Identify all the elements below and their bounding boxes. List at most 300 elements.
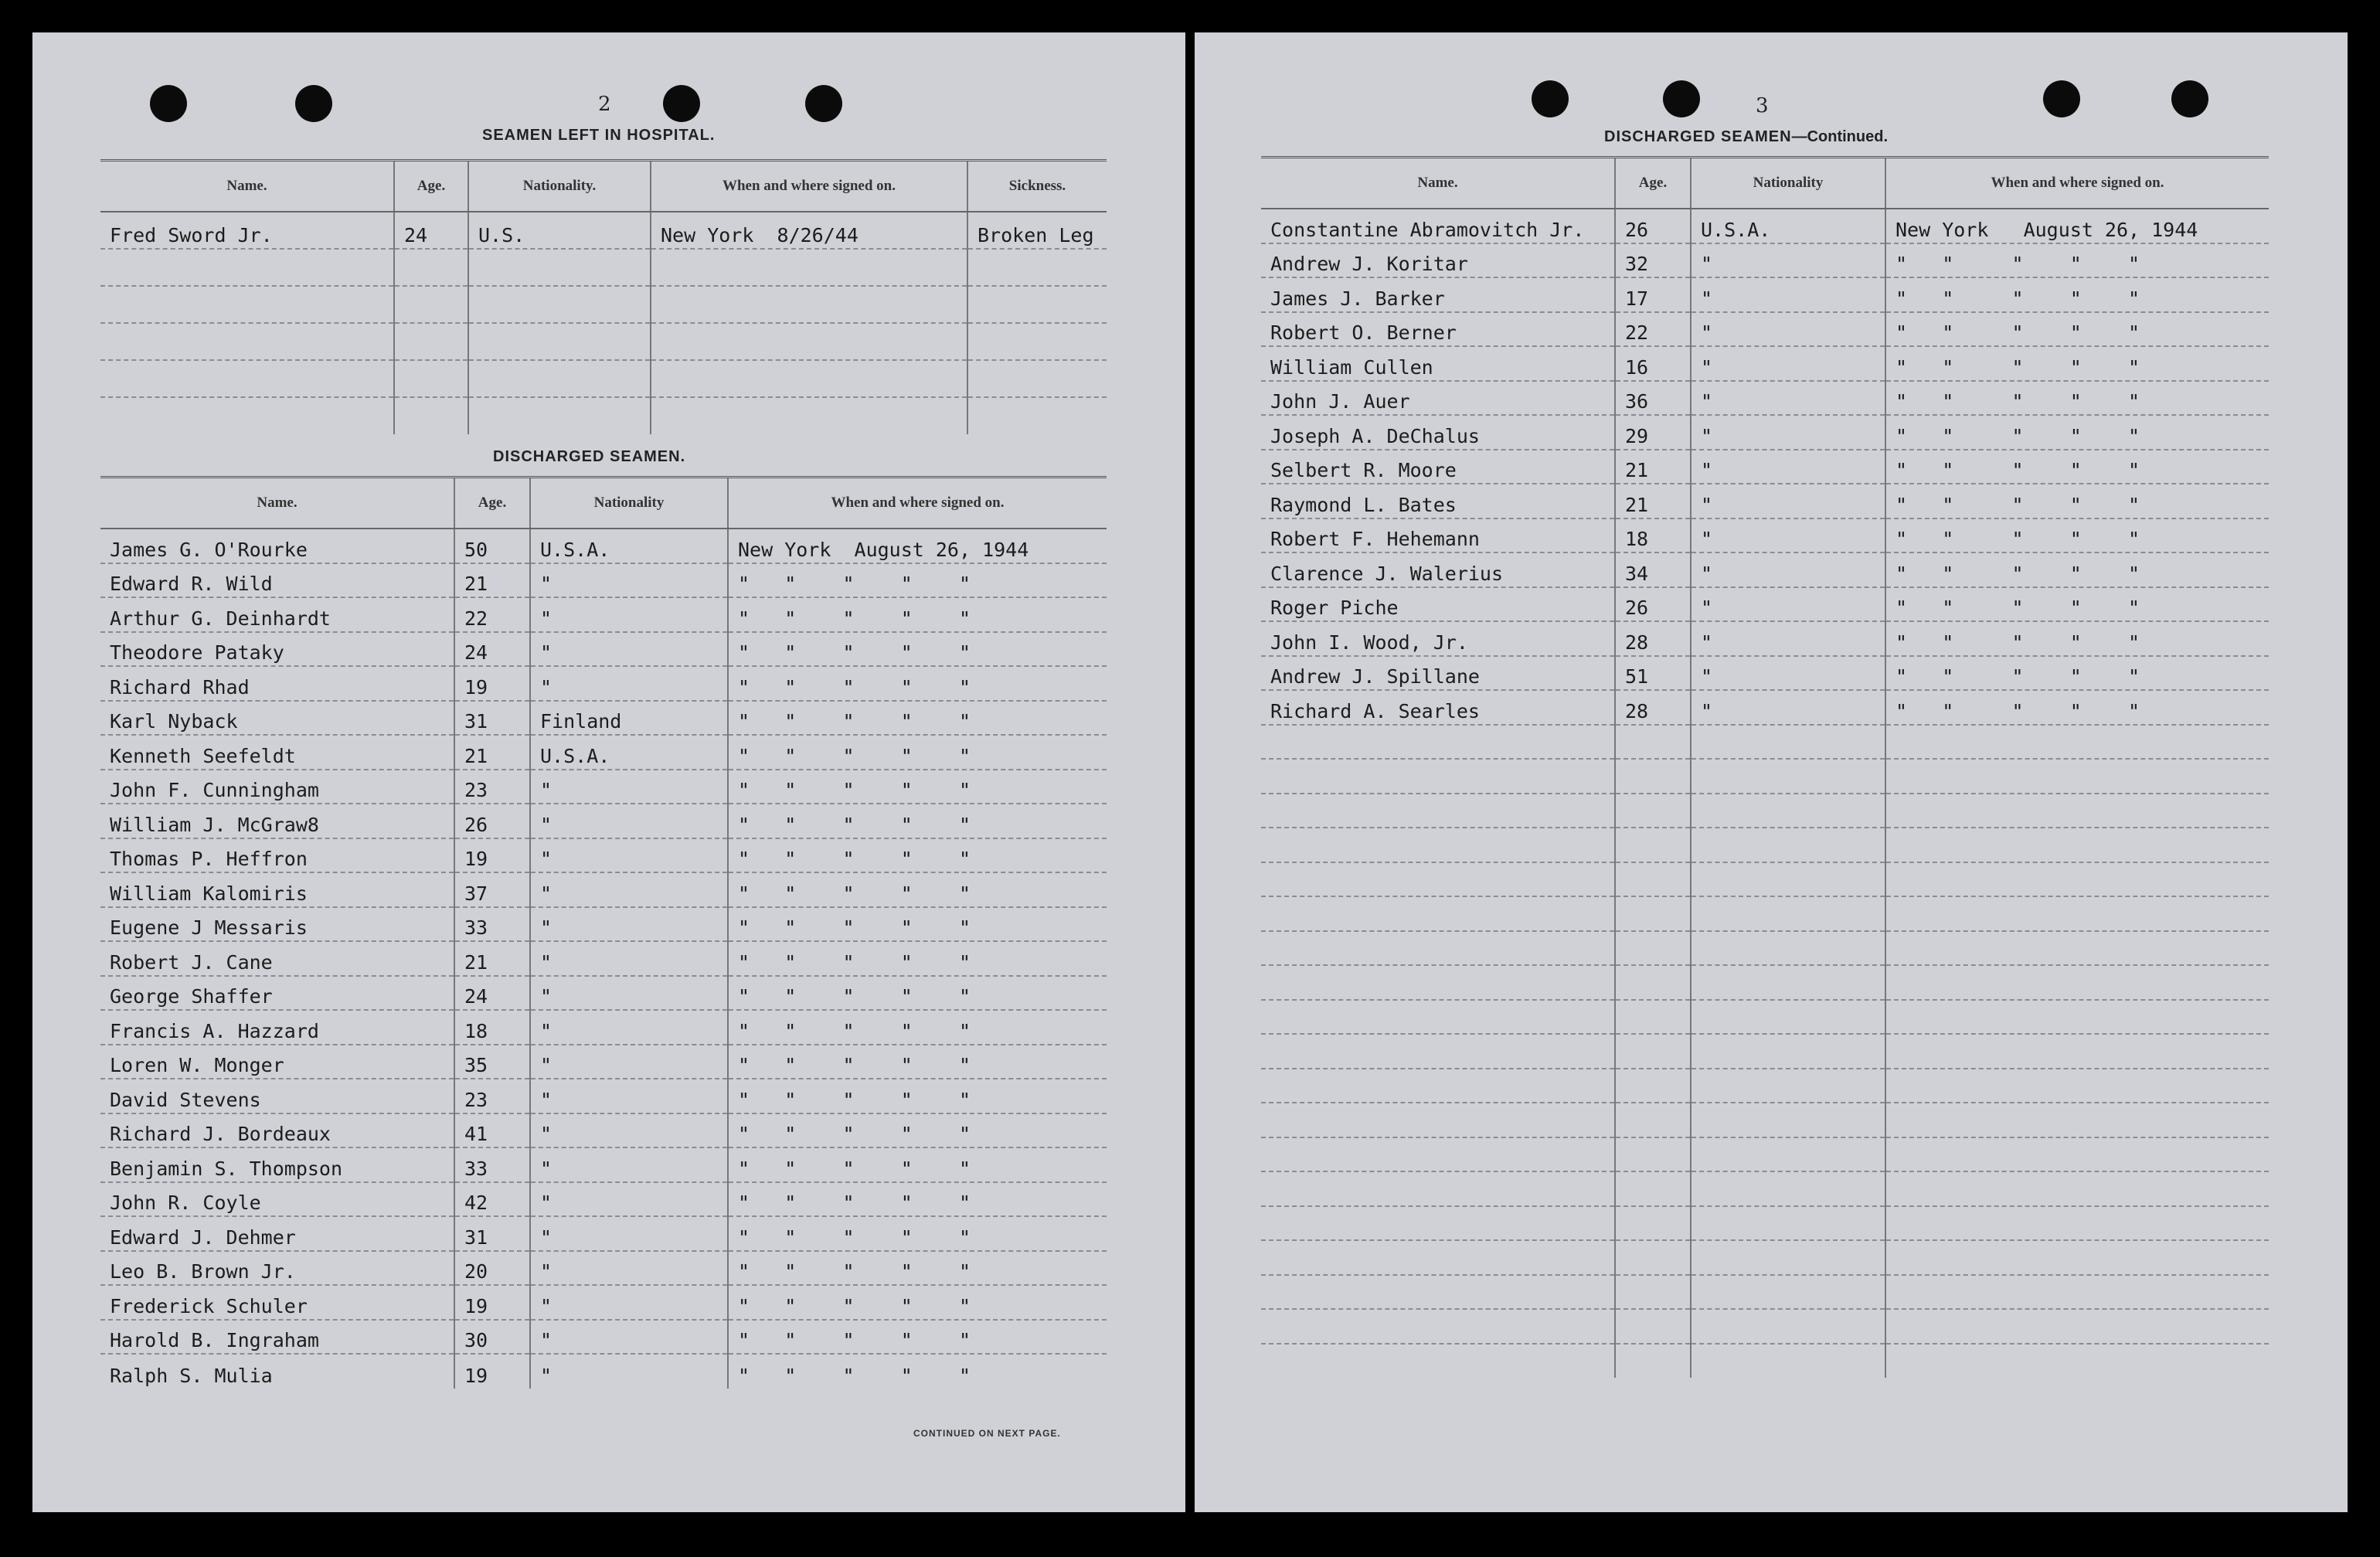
cell-nationality: ": [1691, 552, 1885, 587]
cell-nationality: ": [530, 770, 728, 804]
cell-name: Thomas P. Heffron: [100, 838, 454, 873]
blank-row: [1261, 794, 2269, 828]
cell-age: 19: [454, 838, 530, 873]
cell-nationality: ": [530, 1182, 728, 1217]
cell-name: James G. O'Rourke: [100, 529, 454, 563]
cell-age: 28: [1615, 690, 1691, 725]
table-row: [1261, 690, 2269, 725]
cell-name: [100, 397, 394, 434]
column-header-signed: When and where signed on.: [651, 161, 967, 212]
blank-row: [1261, 725, 2269, 760]
blank-cell: [1885, 759, 2269, 794]
table-row: [100, 976, 1107, 1011]
punch-hole: [150, 85, 187, 122]
cell-age: 26: [1615, 587, 1691, 622]
blank-cell: [1691, 828, 1885, 862]
blank-cell: [1885, 965, 2269, 1000]
cell-signed: " " " " ": [728, 1182, 1107, 1217]
cell-name: [100, 286, 394, 323]
cell-age: 35: [454, 1045, 530, 1079]
cell-nationality: ": [1691, 450, 1885, 484]
cell-signed: " " " " ": [728, 907, 1107, 942]
blank-cell: [1615, 965, 1691, 1000]
cell-age: 36: [1615, 381, 1691, 416]
cell-name: Richard Rhad: [100, 666, 454, 701]
cell-name: Robert O. Berner: [1261, 312, 1615, 347]
cell-signed: " " " " ": [1885, 552, 2269, 587]
column-header-age: Age.: [454, 478, 530, 529]
table-row: [100, 212, 1107, 249]
cell-signed: [651, 286, 967, 323]
cell-signed: [651, 323, 967, 360]
cell-sickness: Broken Leg: [967, 212, 1107, 249]
cell-name: Raymond L. Bates: [1261, 484, 1615, 518]
cell-signed: " " " " ": [1885, 518, 2269, 553]
cell-age: 21: [454, 563, 530, 598]
cell-signed: " " " " ": [1885, 621, 2269, 656]
blank-cell: [1615, 1275, 1691, 1310]
cell-name: Roger Piche: [1261, 587, 1615, 622]
blank-cell: [1885, 1275, 2269, 1310]
cell-nationality: ": [1691, 656, 1885, 691]
cell-name: George Shaffer: [100, 976, 454, 1011]
column-header-nationality: Nationality: [1691, 158, 1885, 209]
blank-row: [1261, 1137, 2269, 1172]
blank-cell: [1615, 1240, 1691, 1275]
cell-signed: " " " " ": [1885, 484, 2269, 518]
cell-age: 33: [454, 1147, 530, 1182]
blank-cell: [1615, 1137, 1691, 1172]
blank-cell: [1261, 725, 1615, 760]
punch-hole: [663, 85, 700, 122]
blank-cell: [1615, 1103, 1691, 1137]
discharged-heading: DISCHARGED SEAMEN.: [493, 448, 686, 465]
cell-signed: " " " " ": [728, 701, 1107, 736]
cell-age: 30: [454, 1320, 530, 1355]
cell-nationality: ": [1691, 277, 1885, 312]
cell-name: Harold B. Ingraham: [100, 1320, 454, 1355]
blank-cell: [1691, 1344, 1885, 1379]
cell-nationality: ": [530, 1251, 728, 1286]
cell-name: Karl Nyback: [100, 701, 454, 736]
cell-age: 37: [454, 872, 530, 907]
blank-cell: [1885, 1171, 2269, 1206]
cell-signed: [651, 360, 967, 397]
blank-row: [1261, 965, 2269, 1000]
cell-name: [100, 360, 394, 397]
cell-signed: " " " " ": [728, 597, 1107, 632]
cell-name: John R. Coyle: [100, 1182, 454, 1217]
cell-age: 16: [1615, 346, 1691, 381]
blank-cell: [1615, 725, 1691, 760]
cell-signed: " " " " ": [728, 735, 1107, 770]
punch-hole: [2171, 80, 2208, 117]
cell-signed: " " " " ": [728, 1320, 1107, 1355]
cell-age: [394, 323, 468, 360]
column-header-name: Name.: [100, 161, 394, 212]
cell-name: Fred Sword Jr.: [100, 212, 394, 249]
cell-age: 24: [454, 976, 530, 1011]
table-row: [1261, 243, 2269, 278]
blank-row: [1261, 1103, 2269, 1137]
column-header-signed: When and where signed on.: [728, 478, 1107, 529]
table-row: [1261, 587, 2269, 622]
table-row: [100, 1216, 1107, 1251]
cell-age: 50: [454, 529, 530, 563]
cell-age: 19: [454, 666, 530, 701]
blank-cell: [1261, 1034, 1615, 1069]
cell-signed: " " " " ": [728, 1079, 1107, 1113]
blank-cell: [1885, 794, 2269, 828]
blank-cell: [1261, 828, 1615, 862]
blank-cell: [1261, 1103, 1615, 1137]
cell-name: Constantine Abramovitch Jr.: [1261, 209, 1615, 243]
cell-name: Andrew J. Koritar: [1261, 243, 1615, 278]
hospital-heading: SEAMEN LEFT IN HOSPITAL.: [482, 127, 716, 144]
blank-cell: [1691, 965, 1885, 1000]
cell-nationality: ": [530, 838, 728, 873]
cell-signed: " " " " ": [1885, 415, 2269, 450]
cell-age: 22: [454, 597, 530, 632]
cell-name: John F. Cunningham: [100, 770, 454, 804]
table-row: [100, 632, 1107, 667]
cell-signed: " " " " ": [728, 1251, 1107, 1286]
cell-age: 22: [1615, 312, 1691, 347]
blank-cell: [1615, 1069, 1691, 1103]
cell-age: 24: [454, 632, 530, 667]
cell-age: 18: [1615, 518, 1691, 553]
cell-age: 42: [454, 1182, 530, 1217]
cell-signed: " " " " ": [728, 1045, 1107, 1079]
cell-age: [394, 360, 468, 397]
cell-nationality: ": [530, 1147, 728, 1182]
blank-cell: [1261, 965, 1615, 1000]
blank-cell: [1885, 1206, 2269, 1241]
cell-sickness: [967, 360, 1107, 397]
blank-cell: [1691, 759, 1885, 794]
table-row: [1261, 346, 2269, 381]
table-row: [100, 907, 1107, 942]
punch-hole: [1532, 80, 1569, 117]
table-row: [1261, 277, 2269, 312]
table-row: [1261, 621, 2269, 656]
cell-signed: " " " " ": [728, 1216, 1107, 1251]
blank-cell: [1261, 1275, 1615, 1310]
cell-signed: [651, 249, 967, 286]
blank-cell: [1261, 896, 1615, 931]
cell-nationality: [468, 249, 651, 286]
cell-nationality: ": [1691, 415, 1885, 450]
cell-age: 18: [454, 1010, 530, 1045]
blank-cell: [1615, 794, 1691, 828]
cell-name: James J. Barker: [1261, 277, 1615, 312]
cell-age: 17: [1615, 277, 1691, 312]
table-row: [100, 872, 1107, 907]
cell-nationality: ": [530, 1010, 728, 1045]
cell-age: 26: [454, 804, 530, 838]
cell-nationality: [468, 323, 651, 360]
cell-signed: " " " " ": [1885, 312, 2269, 347]
blank-row: [1261, 1309, 2269, 1344]
cell-age: 19: [454, 1354, 530, 1389]
blank-cell: [1691, 862, 1885, 897]
blank-cell: [1691, 1034, 1885, 1069]
column-header-sickness: Sickness.: [967, 161, 1107, 212]
cell-nationality: U.S.: [468, 212, 651, 249]
cell-nationality: ": [1691, 587, 1885, 622]
table-row: [1261, 552, 2269, 587]
cell-nationality: ": [530, 804, 728, 838]
table-row: [1261, 415, 2269, 450]
blank-cell: [1615, 931, 1691, 966]
blank-row: [1261, 1344, 2269, 1379]
cell-age: 29: [1615, 415, 1691, 450]
blank-cell: [1261, 931, 1615, 966]
cell-nationality: [468, 397, 651, 434]
table-row: [100, 1045, 1107, 1079]
cell-nationality: ": [530, 666, 728, 701]
cell-signed: " " " " ": [728, 666, 1107, 701]
cell-name: Clarence J. Walerius: [1261, 552, 1615, 587]
blank-cell: [1885, 862, 2269, 897]
cell-nationality: ": [1691, 690, 1885, 725]
cell-signed: " " " " ": [1885, 450, 2269, 484]
cell-age: 31: [454, 1216, 530, 1251]
column-header-nationality: Nationality: [530, 478, 728, 529]
blank-row: [1261, 862, 2269, 897]
cell-signed: " " " " ": [728, 1147, 1107, 1182]
table-row: [100, 1251, 1107, 1286]
blank-cell: [1885, 725, 2269, 760]
cell-nationality: ": [530, 563, 728, 598]
cell-name: John I. Wood, Jr.: [1261, 621, 1615, 656]
blank-cell: [1691, 1069, 1885, 1103]
blank-cell: [1615, 1344, 1691, 1379]
cell-nationality: ": [530, 1285, 728, 1320]
table-row: [100, 1113, 1107, 1148]
blank-cell: [1261, 1309, 1615, 1344]
cell-signed: " " " " ": [1885, 243, 2269, 278]
blank-cell: [1691, 1000, 1885, 1035]
cell-nationality: Finland: [530, 701, 728, 736]
cell-signed: " " " " ": [728, 563, 1107, 598]
table-row: [100, 838, 1107, 873]
blank-cell: [1615, 1000, 1691, 1035]
column-header-age: Age.: [1615, 158, 1691, 209]
cell-age: 24: [394, 212, 468, 249]
cell-name: Richard J. Bordeaux: [100, 1113, 454, 1148]
cell-sickness: [967, 286, 1107, 323]
cell-signed: " " " " ": [728, 872, 1107, 907]
table-row: [100, 1285, 1107, 1320]
cell-name: Francis A. Hazzard: [100, 1010, 454, 1045]
cell-name: William Cullen: [1261, 346, 1615, 381]
cell-age: 32: [1615, 243, 1691, 278]
blank-cell: [1615, 1034, 1691, 1069]
cell-age: 19: [454, 1285, 530, 1320]
cell-nationality: U.S.A.: [1691, 209, 1885, 243]
blank-cell: [1261, 1000, 1615, 1035]
table-row: [100, 323, 1107, 360]
blank-cell: [1261, 1069, 1615, 1103]
table-row: [1261, 312, 2269, 347]
cell-sickness: [967, 397, 1107, 434]
cell-nationality: ": [1691, 381, 1885, 416]
table-row: [100, 249, 1107, 286]
blank-cell: [1885, 1137, 2269, 1172]
blank-row: [1261, 896, 2269, 931]
blank-cell: [1885, 1344, 2269, 1379]
continued-note: CONTINUED ON NEXT PAGE.: [913, 1428, 1061, 1439]
cell-nationality: ": [530, 1079, 728, 1113]
column-header-age: Age.: [394, 161, 468, 212]
blank-cell: [1615, 828, 1691, 862]
blank-cell: [1691, 1137, 1885, 1172]
table-row: [100, 701, 1107, 736]
cell-signed: " " " " ": [728, 1010, 1107, 1045]
table-row: [1261, 518, 2269, 553]
blank-row: [1261, 828, 2269, 862]
cell-nationality: ": [1691, 243, 1885, 278]
table-row: [1261, 484, 2269, 518]
cell-age: 23: [454, 1079, 530, 1113]
table-row: [100, 804, 1107, 838]
discharged-table: [100, 476, 1107, 1389]
blank-cell: [1261, 1171, 1615, 1206]
blank-cell: [1691, 794, 1885, 828]
blank-cell: [1691, 931, 1885, 966]
cell-sickness: [967, 249, 1107, 286]
heading-text: DISCHARGED SEAMEN: [1604, 128, 1792, 145]
table-row: [1261, 656, 2269, 691]
table-row: [100, 735, 1107, 770]
cell-name: Andrew J. Spillane: [1261, 656, 1615, 691]
cell-nationality: ": [530, 1354, 728, 1389]
table-row: [100, 1182, 1107, 1217]
punch-hole: [295, 85, 332, 122]
continued-heading: [1604, 128, 1888, 146]
cell-name: David Stevens: [100, 1079, 454, 1113]
blank-row: [1261, 1275, 2269, 1310]
table-row: [1261, 209, 2269, 243]
cell-nationality: [468, 360, 651, 397]
blank-cell: [1615, 1309, 1691, 1344]
cell-nationality: ": [530, 976, 728, 1011]
cell-signed: " " " " ": [1885, 690, 2269, 725]
cell-nationality: ": [530, 1113, 728, 1148]
cell-age: 41: [454, 1113, 530, 1148]
cell-name: Robert J. Cane: [100, 941, 454, 976]
table-row: [100, 1010, 1107, 1045]
cell-signed: [651, 397, 967, 434]
cell-nationality: ": [1691, 518, 1885, 553]
page-number: 3: [1756, 94, 1769, 117]
cell-name: [100, 323, 394, 360]
cell-signed: " " " " ": [728, 1113, 1107, 1148]
cell-name: John J. Auer: [1261, 381, 1615, 416]
cell-age: [394, 397, 468, 434]
blank-row: [1261, 1069, 2269, 1103]
table-row: [100, 770, 1107, 804]
cell-nationality: ": [530, 941, 728, 976]
cell-nationality: ": [1691, 312, 1885, 347]
cell-signed: " " " " ": [728, 770, 1107, 804]
blank-cell: [1885, 1069, 2269, 1103]
blank-row: [1261, 1206, 2269, 1241]
cell-signed: New York 8/26/44: [651, 212, 967, 249]
cell-name: Benjamin S. Thompson: [100, 1147, 454, 1182]
table-row: [100, 563, 1107, 598]
cell-signed: " " " " ": [728, 941, 1107, 976]
cell-signed: " " " " ": [728, 632, 1107, 667]
blank-cell: [1885, 1034, 2269, 1069]
cell-signed: " " " " ": [1885, 346, 2269, 381]
cell-signed: " " " " ": [728, 838, 1107, 873]
punch-hole: [1663, 80, 1700, 117]
blank-cell: [1691, 725, 1885, 760]
cell-name: Ralph S. Mulia: [110, 1364, 273, 1387]
blank-cell: [1261, 1206, 1615, 1241]
cell-signed: New York August 26, 1944: [728, 529, 1107, 563]
cell-name: Eugene J Messaris: [100, 907, 454, 942]
blank-cell: [1261, 1137, 1615, 1172]
cell-age: 33: [454, 907, 530, 942]
right-page: [1195, 32, 2348, 1512]
cell-name: Edward J. Dehmer: [100, 1216, 454, 1251]
cell-nationality: ": [530, 872, 728, 907]
punch-hole: [805, 85, 842, 122]
cell-age: 20: [454, 1251, 530, 1286]
discharged-continued-table: [1261, 156, 2269, 1378]
blank-cell: [1885, 1000, 2269, 1035]
blank-cell: [1885, 1103, 2269, 1137]
blank-row: [1261, 1171, 2269, 1206]
cell-name: [100, 249, 394, 286]
cell-nationality: U.S.A.: [530, 529, 728, 563]
blank-cell: [1261, 1240, 1615, 1275]
cell-nationality: ": [1691, 621, 1885, 656]
table-row: [100, 360, 1107, 397]
blank-row: [1261, 759, 2269, 794]
cell-signed: " " " " ": [1885, 587, 2269, 622]
blank-cell: [1691, 1171, 1885, 1206]
blank-cell: [1885, 1309, 2269, 1344]
blank-row: [1261, 1034, 2269, 1069]
blank-cell: [1615, 1171, 1691, 1206]
cell-name: Leo B. Brown Jr.: [100, 1251, 454, 1286]
column-header-name: Name.: [1261, 158, 1615, 209]
cell-name: Selbert R. Moore: [1261, 450, 1615, 484]
blank-cell: [1691, 1103, 1885, 1137]
cell-name: Joseph A. DeChalus: [1261, 415, 1615, 450]
cell-signed: " " " " ": [728, 976, 1107, 1011]
cell-nationality: ": [530, 597, 728, 632]
table-row: [1261, 381, 2269, 416]
cell-name: Edward R. Wild: [100, 563, 454, 598]
cell-signed: " " " " ": [1885, 656, 2269, 691]
cell-name: Arthur G. Deinhardt: [100, 597, 454, 632]
table-row: [100, 941, 1107, 976]
cell-age: 21: [454, 941, 530, 976]
cell-nationality: [468, 286, 651, 323]
cell-name: Loren W. Monger: [100, 1045, 454, 1079]
blank-cell: [1691, 1309, 1885, 1344]
cell-nationality: ": [530, 632, 728, 667]
blank-cell: [1261, 1344, 1615, 1379]
table-row: [100, 529, 1107, 563]
left-page: [32, 32, 1185, 1512]
cell-nationality: ": [530, 1045, 728, 1079]
